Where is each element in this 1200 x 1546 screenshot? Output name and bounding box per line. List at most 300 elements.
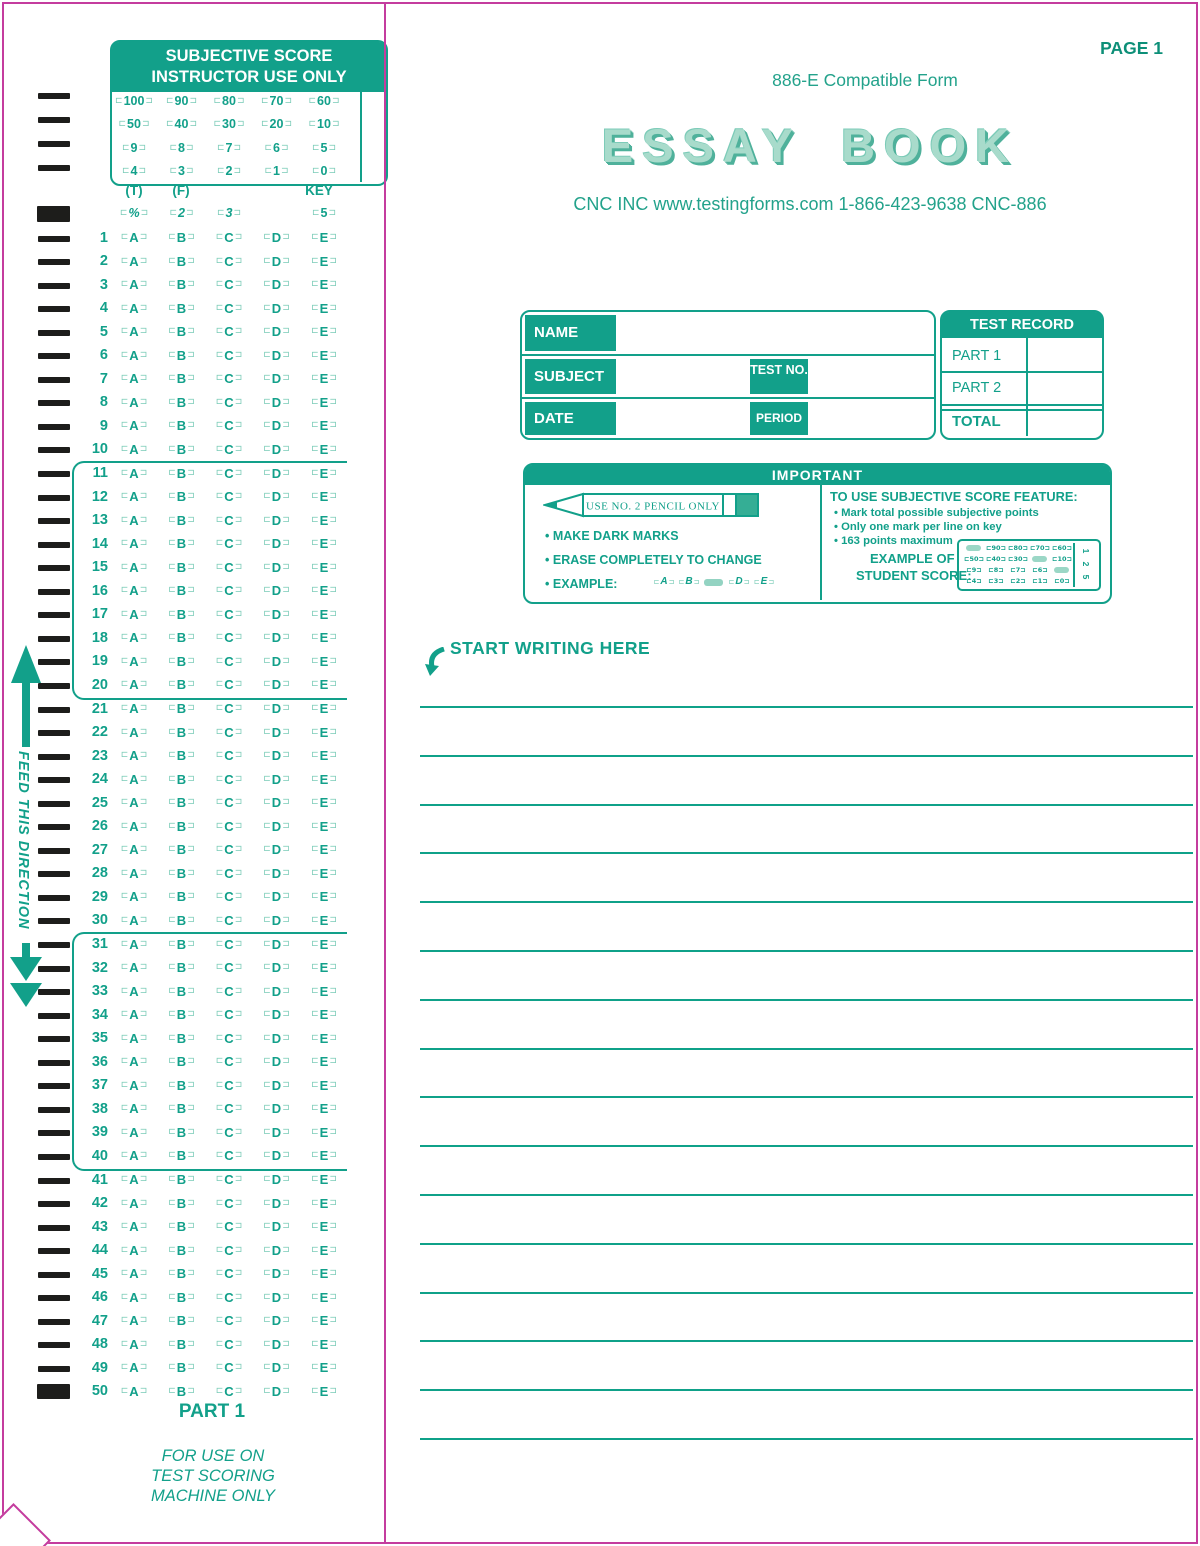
q4-option-E[interactable]	[304, 298, 344, 318]
q7-option-D[interactable]	[257, 369, 297, 389]
bubble-label: D	[271, 347, 282, 363]
q50-option-C[interactable]	[209, 1381, 249, 1401]
q21-option-D[interactable]	[257, 699, 297, 719]
q41-option-B[interactable]	[162, 1170, 202, 1190]
q27-option-C[interactable]	[209, 840, 249, 860]
example-bubble-90: ⊏90⊐	[986, 544, 1006, 552]
q6-option-A[interactable]	[114, 345, 154, 365]
bubble-label: D	[271, 418, 282, 434]
example-marked-bubble-20	[1032, 556, 1047, 562]
q25-option-A[interactable]	[114, 793, 154, 813]
q46-option-D[interactable]	[257, 1287, 297, 1307]
bubble-label: A	[129, 465, 139, 481]
timing-mark	[38, 495, 70, 501]
bubble-bracket: ⊐	[233, 166, 242, 176]
q28-option-D[interactable]	[257, 863, 297, 883]
bubble-bracket: ⊐	[234, 985, 243, 996]
q5-option-A[interactable]	[114, 322, 154, 342]
essay-writing-area[interactable]	[420, 700, 1193, 1445]
q23-option-B[interactable]	[162, 746, 202, 766]
bubble-label: C	[224, 253, 234, 269]
bubble-bracket: ⊐	[282, 820, 290, 831]
writing-line[interactable]	[420, 1292, 1193, 1294]
q45-option-E[interactable]	[304, 1264, 344, 1284]
q28-option-A[interactable]	[114, 863, 154, 883]
q4-option-C[interactable]	[209, 298, 249, 318]
q6-option-B[interactable]	[162, 345, 202, 365]
bubble-bracket: ⊏	[261, 95, 269, 106]
bubble-bracket: ⊏	[120, 255, 129, 266]
q10-option-D[interactable]	[257, 439, 297, 459]
sheet-fold-divider	[384, 2, 386, 1544]
q29-option-A[interactable]	[114, 887, 154, 907]
bubble-bracket: ⊐	[138, 142, 147, 153]
q23-option-C[interactable]	[209, 746, 249, 766]
q48-option-C[interactable]	[209, 1334, 249, 1354]
bubble-label: C	[224, 842, 234, 858]
q22-option-E[interactable]	[304, 722, 344, 742]
bubble-bracket: ⊐	[139, 443, 148, 454]
bubble-label: B	[176, 748, 187, 764]
writing-line[interactable]	[420, 1340, 1193, 1342]
q25-option-D[interactable]	[257, 793, 297, 813]
q46-option-B[interactable]	[162, 1287, 202, 1307]
bubble-bracket: ⊏	[168, 679, 176, 690]
q43-option-C[interactable]	[209, 1217, 249, 1237]
bubble-bracket: ⊏	[263, 279, 271, 290]
bubble-label: A	[129, 1336, 139, 1352]
timing-mark	[38, 1201, 70, 1207]
writing-line[interactable]	[420, 1048, 1193, 1050]
q7-option-E[interactable]	[304, 369, 344, 389]
q6-option-C[interactable]	[209, 345, 249, 365]
q3-option-E[interactable]	[304, 275, 344, 295]
q27-option-E[interactable]	[304, 840, 344, 860]
q43-option-D[interactable]	[257, 1217, 297, 1237]
q8-option-A[interactable]	[114, 392, 154, 412]
q10-option-C[interactable]	[209, 439, 249, 459]
bubble-bracket: ⊐	[282, 891, 290, 902]
bubble-bracket: ⊐	[234, 1174, 243, 1184]
writing-line[interactable]	[420, 950, 1193, 952]
q1-option-A[interactable]	[114, 228, 154, 248]
bubble-label: B	[176, 1313, 187, 1329]
q21-option-A[interactable]	[114, 699, 154, 719]
q25-option-C[interactable]	[209, 793, 249, 813]
bubble-label: D	[271, 1101, 282, 1117]
part-1-score-cell[interactable]	[1028, 340, 1100, 371]
q10-option-B[interactable]	[162, 439, 202, 459]
q3-option-D[interactable]	[257, 275, 297, 295]
bubble-label: B	[176, 960, 187, 976]
q27-option-B[interactable]	[162, 840, 202, 860]
q47-option-B[interactable]	[162, 1311, 202, 1331]
bubble-label: E	[319, 653, 329, 669]
q43-option-A[interactable]	[114, 1217, 154, 1237]
q27-option-A[interactable]	[114, 840, 154, 860]
bubble-label: D	[271, 653, 282, 669]
bubble-label: D	[271, 842, 282, 858]
q25-option-B[interactable]	[162, 793, 202, 813]
q44-option-C[interactable]	[209, 1240, 249, 1260]
example-option-E[interactable]	[752, 575, 776, 589]
bubble-bracket: ⊐	[282, 561, 290, 572]
bubble-label: D	[271, 701, 282, 716]
bubble-bracket: ⊐	[282, 467, 290, 478]
q44-option-D[interactable]	[257, 1240, 297, 1260]
q42-option-A[interactable]	[114, 1193, 154, 1213]
writing-line[interactable]	[420, 1194, 1193, 1196]
q49-option-B[interactable]	[162, 1358, 202, 1378]
bubble-label: D	[271, 324, 282, 340]
q3-option-A[interactable]	[114, 275, 154, 295]
q6-option-D[interactable]	[257, 345, 297, 365]
q23-option-A[interactable]	[114, 746, 154, 766]
bubble-label: E	[319, 371, 329, 387]
timing-mark	[38, 1342, 70, 1348]
bubble-bracket: ⊏	[120, 1103, 129, 1114]
bubble-bracket: ⊐	[282, 1197, 290, 1208]
bubble-bracket: ⊏	[168, 561, 176, 572]
bubble-bracket: ⊐	[234, 608, 243, 619]
q8-option-B[interactable]	[162, 392, 202, 412]
bubble-bracket: ⊐	[234, 349, 243, 360]
bubble-label: E	[319, 748, 329, 764]
q5-option-B[interactable]	[162, 322, 202, 342]
bubble-bracket: ⊐	[282, 491, 290, 502]
name-field[interactable]	[610, 314, 932, 354]
q29-option-C[interactable]	[209, 887, 249, 907]
writing-line[interactable]	[420, 755, 1193, 757]
bubble-bracket: ⊐	[329, 349, 337, 360]
q49-option-C[interactable]	[209, 1358, 249, 1378]
q5-option-D[interactable]	[257, 322, 297, 342]
bubble-bracket: ⊐	[282, 703, 290, 713]
bubble-bracket: ⊐	[139, 679, 148, 690]
q50-option-A[interactable]	[114, 1381, 154, 1401]
subject-field[interactable]	[610, 358, 748, 396]
q9-option-C[interactable]	[209, 416, 249, 436]
bubble-label: A	[129, 1054, 139, 1070]
q5-option-E[interactable]	[304, 322, 344, 342]
tf-bubble-3[interactable]	[209, 204, 249, 224]
q29-option-E[interactable]	[304, 887, 344, 907]
test-no-field[interactable]	[811, 358, 932, 396]
q50-option-B[interactable]	[162, 1381, 202, 1401]
bubble-bracket: ⊏	[263, 1032, 271, 1043]
writing-line[interactable]	[420, 901, 1193, 903]
bubble-bracket: ⊐	[234, 914, 243, 925]
q6-option-E[interactable]	[304, 345, 344, 365]
bubble-bracket: ⊏	[168, 1197, 176, 1208]
q26-option-D[interactable]	[257, 816, 297, 836]
bubble-bracket: ⊏	[311, 844, 319, 855]
bubble-bracket: ⊐	[139, 420, 148, 431]
bubble-bracket: ⊐	[187, 1197, 195, 1208]
writing-line[interactable]	[420, 1145, 1193, 1147]
q30-option-B[interactable]	[162, 910, 202, 930]
bubble-label: D	[271, 865, 282, 881]
q43-option-B[interactable]	[162, 1217, 202, 1237]
q4-option-B[interactable]	[162, 298, 202, 318]
q2-option-A[interactable]	[114, 251, 154, 271]
question-number: 9	[99, 417, 108, 434]
bubble-label: E	[319, 1030, 329, 1046]
q7-option-B[interactable]	[162, 369, 202, 389]
bubble-label: A	[129, 818, 139, 834]
q10-option-A[interactable]	[114, 439, 154, 459]
bubble-bracket: ⊐	[282, 443, 290, 454]
q41-option-C[interactable]	[209, 1170, 249, 1190]
q10-option-E[interactable]	[304, 439, 344, 459]
q4-option-A[interactable]	[114, 298, 154, 318]
q47-option-C[interactable]	[209, 1311, 249, 1331]
bubble-label: E	[319, 983, 329, 999]
q8-option-C[interactable]	[209, 392, 249, 412]
q26-option-B[interactable]	[162, 816, 202, 836]
q26-option-A[interactable]	[114, 816, 154, 836]
writing-line[interactable]	[420, 852, 1193, 854]
q30-option-E[interactable]	[304, 910, 344, 930]
q47-option-D[interactable]	[257, 1311, 297, 1331]
bubble-label: B	[176, 324, 187, 340]
q2-option-E[interactable]	[304, 251, 344, 271]
q24-option-C[interactable]	[209, 769, 249, 789]
q21-option-E[interactable]	[304, 699, 344, 719]
example-option-D[interactable]	[727, 575, 751, 589]
bubble-bracket: ⊏	[311, 1174, 319, 1184]
bubble-label: 5	[320, 140, 328, 155]
q45-option-D[interactable]	[257, 1264, 297, 1284]
bubble-label: A	[129, 1077, 139, 1093]
bubble-bracket: ⊏	[168, 750, 176, 761]
q2-option-C[interactable]	[209, 251, 249, 271]
q24-option-B[interactable]	[162, 769, 202, 789]
q44-option-A[interactable]	[114, 1240, 154, 1260]
bubble-label: E	[319, 559, 329, 575]
q47-option-A[interactable]	[114, 1311, 154, 1331]
q7-option-A[interactable]	[114, 369, 154, 389]
bubble-label: A	[129, 630, 139, 646]
q5-option-C[interactable]	[209, 322, 249, 342]
q42-option-B[interactable]	[162, 1193, 202, 1213]
q2-option-B[interactable]	[162, 251, 202, 271]
q2-option-D[interactable]	[257, 251, 297, 271]
q46-option-C[interactable]	[209, 1287, 249, 1307]
bubble-bracket: ⊐	[139, 491, 148, 502]
q8-option-E[interactable]	[304, 392, 344, 412]
q48-option-B[interactable]	[162, 1334, 202, 1354]
q23-option-D[interactable]	[257, 746, 297, 766]
bubble-bracket: ⊏	[311, 1103, 319, 1114]
q48-option-E[interactable]	[304, 1334, 344, 1354]
bubble-label: B	[176, 936, 187, 952]
period-field[interactable]	[811, 400, 932, 436]
writing-line[interactable]	[420, 706, 1193, 708]
q8-option-D[interactable]	[257, 392, 297, 412]
q1-option-E[interactable]	[304, 228, 344, 248]
q28-option-C[interactable]	[209, 863, 249, 883]
q48-option-D[interactable]	[257, 1334, 297, 1354]
q50-option-E[interactable]	[304, 1381, 344, 1401]
bubble-bracket: ⊏	[120, 773, 129, 784]
bubble-bracket: ⊏	[215, 514, 224, 525]
example-marked-bubble-100	[966, 545, 981, 551]
bubble-label: E	[319, 1195, 329, 1211]
bubble-bracket: ⊐	[187, 255, 195, 266]
bubble-label: A	[129, 230, 139, 245]
q23-option-E[interactable]	[304, 746, 344, 766]
subjective-score-header	[112, 42, 386, 92]
q50-option-D[interactable]	[257, 1381, 297, 1401]
q41-option-E[interactable]	[304, 1170, 344, 1190]
bubble-bracket: ⊏	[120, 1362, 129, 1373]
q9-option-D[interactable]	[257, 416, 297, 436]
bubble-bracket: ⊐	[282, 1103, 290, 1114]
subjective-score-box	[110, 40, 388, 186]
q30-option-D[interactable]	[257, 910, 297, 930]
question-number: 18	[91, 629, 108, 646]
bubble-bracket: ⊐	[187, 1315, 195, 1326]
writing-line[interactable]	[420, 999, 1193, 1001]
bubble-label: E	[319, 300, 329, 316]
q49-option-D[interactable]	[257, 1358, 297, 1378]
q1-option-B[interactable]	[162, 228, 202, 248]
q28-option-B[interactable]	[162, 863, 202, 883]
q29-option-B[interactable]	[162, 887, 202, 907]
q29-option-D[interactable]	[257, 887, 297, 907]
q49-option-A[interactable]	[114, 1358, 154, 1378]
bubble-label: B	[176, 983, 187, 999]
bubble-bracket: ⊏	[215, 655, 224, 666]
q45-option-B[interactable]	[162, 1264, 202, 1284]
q42-option-D[interactable]	[257, 1193, 297, 1213]
q26-option-E[interactable]	[304, 816, 344, 836]
q45-option-C[interactable]	[209, 1264, 249, 1284]
question-number: 32	[91, 959, 108, 976]
q22-option-C[interactable]	[209, 722, 249, 742]
date-field[interactable]	[610, 400, 748, 436]
q21-option-C[interactable]	[209, 699, 249, 719]
q44-option-E[interactable]	[304, 1240, 344, 1260]
bubble-bracket: ⊏	[263, 1221, 271, 1232]
q3-option-B[interactable]	[162, 275, 202, 295]
q42-option-C[interactable]	[209, 1193, 249, 1213]
bubble-bracket: ⊏	[168, 420, 176, 431]
bubble-bracket: ⊐	[187, 938, 195, 949]
writing-line[interactable]	[420, 804, 1193, 806]
bubble-label: B	[176, 1007, 187, 1023]
q49-option-E[interactable]	[304, 1358, 344, 1378]
tf-bubble-2[interactable]	[162, 204, 202, 224]
total-score-cell[interactable]	[1028, 409, 1100, 436]
q9-option-B[interactable]	[162, 416, 202, 436]
total-row-label: TOTAL	[952, 413, 1001, 430]
bubble-bracket: ⊏	[263, 962, 271, 973]
q3-option-C[interactable]	[209, 275, 249, 295]
q30-option-A[interactable]	[114, 910, 154, 930]
bubble-label: B	[176, 1030, 187, 1046]
bubble-bracket: ⊐	[282, 279, 290, 290]
q4-option-D[interactable]	[257, 298, 297, 318]
bubble-label: D	[271, 277, 282, 293]
bubble-bracket: ⊐	[329, 726, 337, 737]
q46-option-E[interactable]	[304, 1287, 344, 1307]
bubble-bracket: ⊏	[120, 1244, 129, 1255]
bubble-bracket: ⊐	[185, 208, 194, 218]
bubble-label: C	[224, 865, 234, 881]
q1-option-D[interactable]	[257, 228, 297, 248]
q27-option-D[interactable]	[257, 840, 297, 860]
question-number: 17	[91, 606, 108, 623]
bubble-bracket: ⊏	[311, 255, 319, 266]
machine-note-line1: FOR USE ON	[161, 1447, 265, 1465]
q41-option-D[interactable]	[257, 1170, 297, 1190]
bubble-bracket: ⊏	[120, 632, 129, 643]
bubble-bracket: ⊐	[234, 1268, 243, 1279]
bubble-label: A	[129, 1383, 139, 1399]
q7-option-C[interactable]	[209, 369, 249, 389]
key-bubble-5[interactable]	[304, 204, 344, 224]
bubble-label: E	[319, 842, 329, 858]
part-2-score-cell[interactable]	[1028, 373, 1100, 404]
q9-option-A[interactable]	[114, 416, 154, 436]
q22-option-B[interactable]	[162, 722, 202, 742]
q21-option-B[interactable]	[162, 699, 202, 719]
q48-option-A[interactable]	[114, 1334, 154, 1354]
q26-option-C[interactable]	[209, 816, 249, 836]
bubble-label: D	[271, 394, 282, 410]
bubble-bracket: ⊐	[139, 938, 148, 949]
q30-option-C[interactable]	[209, 910, 249, 930]
bubble-bracket: ⊏	[311, 1032, 319, 1043]
example-option-B[interactable]	[677, 575, 701, 589]
q43-option-E[interactable]	[304, 1217, 344, 1237]
q24-option-A[interactable]	[114, 769, 154, 789]
q42-option-E[interactable]	[304, 1193, 344, 1213]
bubble-bracket: ⊐	[234, 938, 243, 949]
student-info-table	[520, 310, 936, 440]
q44-option-B[interactable]	[162, 1240, 202, 1260]
writing-line[interactable]	[420, 1243, 1193, 1245]
example-option-A[interactable]	[652, 575, 676, 589]
q28-option-E[interactable]	[304, 863, 344, 883]
bubble-bracket: ⊏	[263, 773, 271, 784]
q9-option-E[interactable]	[304, 416, 344, 436]
bubble-bracket: ⊐	[234, 420, 243, 431]
q45-option-A[interactable]	[114, 1264, 154, 1284]
q1-option-C[interactable]	[209, 228, 249, 248]
q41-option-A[interactable]	[114, 1170, 154, 1190]
timing-mark	[38, 1060, 70, 1066]
q22-option-A[interactable]	[114, 722, 154, 742]
bubble-label: 3	[225, 206, 233, 221]
writing-line[interactable]	[420, 1096, 1193, 1098]
q25-option-E[interactable]	[304, 793, 344, 813]
writing-line[interactable]	[420, 1438, 1193, 1440]
q46-option-A[interactable]	[114, 1287, 154, 1307]
bubble-label: C	[224, 1383, 234, 1399]
writing-line[interactable]	[420, 1389, 1193, 1391]
q24-option-E[interactable]	[304, 769, 344, 789]
bubble-label: A	[129, 889, 139, 905]
tf-bubble-%[interactable]	[114, 204, 154, 224]
q22-option-D[interactable]	[257, 722, 297, 742]
q47-option-E[interactable]	[304, 1311, 344, 1331]
q24-option-D[interactable]	[257, 769, 297, 789]
bubble-bracket: ⊐	[139, 1103, 148, 1114]
bubble-label: A	[129, 300, 139, 316]
